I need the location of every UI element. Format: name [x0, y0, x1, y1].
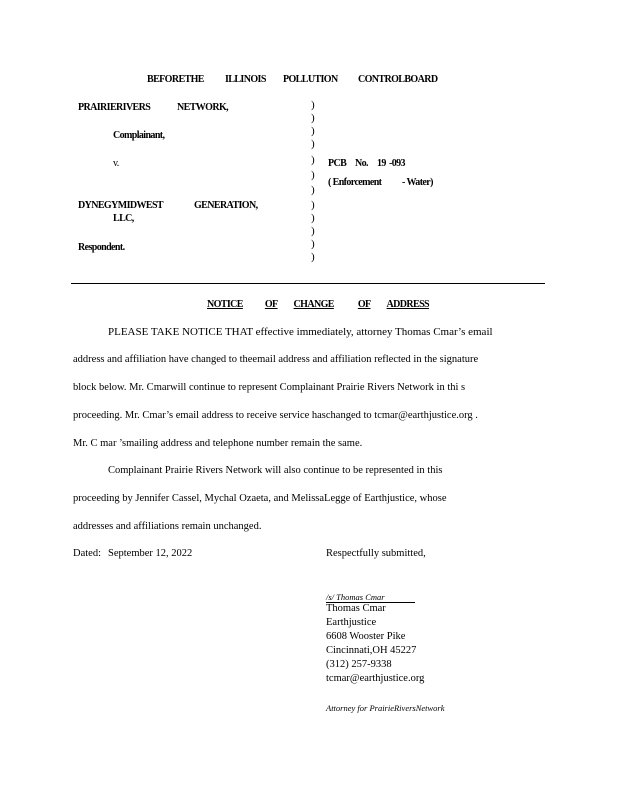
notice-heading	[207, 299, 455, 310]
attorney-organization: Earthjustice	[326, 617, 377, 628]
court-title-word-4: CONTROLBOARD	[358, 74, 438, 85]
dated-value: September 12, 2022	[108, 548, 193, 559]
case-no-label: No.	[355, 158, 368, 169]
heading-word: CHANGE	[293, 299, 334, 310]
attorney-street: 6608 Wooster Pike	[326, 631, 406, 642]
paren: )	[311, 125, 315, 137]
heading-word: NOTICE	[207, 299, 243, 310]
respondent-label: Respondent.	[78, 242, 125, 253]
heading-word: ADDRESS	[386, 299, 430, 310]
paren: )	[311, 184, 315, 196]
versus-label: v.	[113, 158, 119, 169]
attorney-name: Thomas Cmar	[326, 603, 386, 614]
paren: )	[311, 99, 315, 111]
court-title-word-2: ILLINOIS	[225, 74, 266, 85]
attorney-role: Attorney for PrairieRiversNetwork	[326, 703, 445, 713]
notice-line-2: address and affiliation have changed to theemail address and affiliation reflected in the signature	[73, 354, 479, 365]
paren: )	[311, 212, 315, 224]
complainant-name-part-1: PRAIRIERIVERS	[78, 102, 151, 113]
paren: )	[311, 138, 315, 150]
paren: )	[311, 199, 315, 211]
attorney-email: tcmar@earthjustice.org	[326, 673, 425, 684]
attorney-phone: (312) 257-9338	[326, 659, 392, 670]
heading-word: OF	[357, 299, 371, 310]
notice-line-7: proceeding by Jennifer Cassel, Mychal Ozaeta, and MelissaLegge of Earthjustice, whose	[73, 493, 447, 504]
caption-divider	[71, 283, 545, 284]
dated-label: Dated:	[73, 548, 101, 559]
paren: )	[311, 225, 315, 237]
notice-line-3: block below. Mr. Cmarwill continue to represent Complainant Prairie Rivers Network in thi s	[73, 382, 466, 393]
paren: )	[311, 238, 315, 250]
closing: Respectfully submitted,	[326, 548, 426, 559]
paren: )	[311, 112, 315, 124]
respondent-name-part-2: GENERATION,	[194, 200, 258, 211]
notice-line-5: Mr. C mar ’smailing address and telephone number remain the same.	[73, 438, 363, 449]
complainant-label: Complainant,	[113, 130, 165, 141]
notice-line-4: proceeding. Mr. Cmar’s email address to receive service haschanged to tcmar@earthjustice.org .	[73, 410, 478, 421]
notice-line-8: addresses and affiliations remain unchanged.	[73, 521, 262, 532]
case-number-part-2: -093	[389, 158, 405, 169]
court-title-word-3: POLLUTION	[283, 74, 338, 85]
attorney-city: Cincinnati,OH 45227	[326, 645, 417, 656]
electronic-signature: /s/ Thomas Cmar	[326, 592, 415, 603]
notice-line-6: Complainant Prairie Rivers Network will also continue to be represented in this	[108, 465, 443, 476]
paren: )	[311, 154, 315, 166]
court-title-word-1: BEFORETHE	[147, 74, 204, 85]
respondent-name-part-1: DYNEGYMIDWEST	[78, 200, 163, 211]
paren: )	[311, 169, 315, 181]
case-type-part-2: - Water)	[402, 177, 433, 188]
heading-word: OF	[264, 299, 278, 310]
complainant-name-part-2: NETWORK,	[177, 102, 229, 113]
notice-line-1: PLEASE TAKE NOTICE THAT effective immediately, attorney Thomas Cmar’s email	[108, 326, 493, 338]
paren: )	[311, 251, 315, 263]
respondent-name-part-3: LLC,	[113, 213, 134, 224]
case-pcb: PCB	[328, 158, 347, 169]
case-number-part-1: 19	[377, 158, 386, 169]
case-type-part-1: ( Enforcement	[328, 177, 382, 188]
